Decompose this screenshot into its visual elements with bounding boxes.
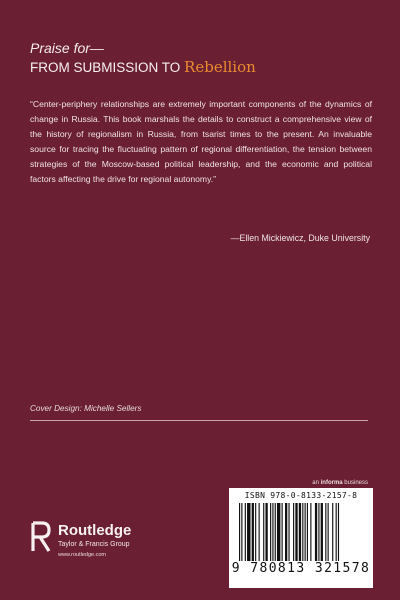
isbn-label: ISBN 978-0-8133-2157-8	[244, 491, 358, 500]
publisher-name: Routledge	[58, 522, 132, 539]
informa-tagline: an informa business	[312, 480, 368, 486]
routledge-logo-icon	[30, 521, 52, 553]
barcode-bar	[245, 503, 246, 561]
barcode-bar	[321, 503, 323, 561]
barcode-bar	[332, 503, 333, 561]
publisher-url: www.routledge.com	[58, 552, 106, 558]
barcode-bar	[302, 503, 303, 561]
barcode-bars	[239, 503, 363, 563]
barcode-bar	[315, 503, 317, 561]
barcode-bar	[275, 503, 276, 561]
barcode-bar	[336, 503, 337, 561]
divider-rule	[30, 420, 368, 421]
barcode-bar	[272, 503, 273, 561]
barcode-digits: 9 780813 321578	[231, 561, 371, 576]
barcode-bar	[318, 503, 319, 561]
blurb-quote: “Center-periphery relationships are extremely important components of the dynamics of change in Russia. This book marshals the details to construct a comprehensive view of the history of regionalism in Russia, from tsarist times to the present. An invaluable source for tracing the fluctuating pattern of regional differentiation, the tension between strategies of the Moscow-based political leadership, and the economic and political factors affecting the drive for regional autonomy.”	[30, 99, 372, 185]
barcode-bar	[307, 503, 308, 561]
barcode-bar	[239, 503, 240, 561]
book-title	[30, 58, 256, 76]
barcode-bar	[328, 503, 329, 561]
barcode-box	[229, 488, 373, 588]
book-title-main: FROM SUBMISSION TO	[30, 60, 181, 75]
barcode-bar	[265, 503, 267, 561]
barcode-bar	[259, 503, 260, 561]
barcode-bar	[325, 503, 326, 561]
blurb-attribution: —Ellen Mickiewicz, Duke University	[230, 233, 370, 243]
barcode-bar	[299, 503, 301, 561]
barcode-bar	[277, 503, 280, 561]
barcode-bar	[255, 503, 256, 561]
barcode-bar	[263, 503, 264, 561]
barcode-bar	[252, 503, 254, 561]
barcode-bar	[241, 503, 242, 561]
barcode-bar	[305, 503, 306, 561]
barcode-bar	[247, 503, 250, 561]
barcode-bar	[285, 503, 287, 561]
cover-design-credit: Cover Design: Michelle Sellers	[30, 404, 142, 413]
barcode-bar	[270, 503, 271, 561]
barcode-bar	[282, 503, 283, 561]
barcode-bar	[338, 503, 339, 561]
barcode-bar	[295, 503, 297, 561]
barcode-bar	[288, 503, 289, 561]
barcode-bar	[310, 503, 311, 561]
publisher-group: Taylor & Francis Group	[58, 541, 130, 548]
barcode-bar	[293, 503, 294, 561]
book-title-accent: Rebellion	[184, 58, 256, 76]
praise-label: Praise for—	[30, 40, 104, 56]
